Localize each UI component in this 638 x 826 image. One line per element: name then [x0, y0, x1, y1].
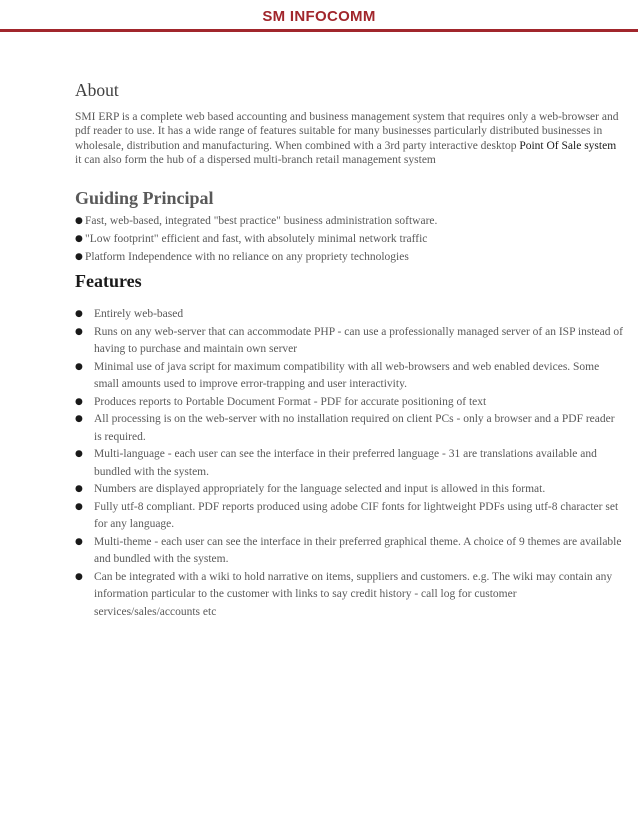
about-paragraph — [75, 110, 625, 167]
list-item-text: Runs on any web-server that can accommodate PHP - can use a professionally managed server of an ISP instead of having to purchase and maintain own server — [94, 325, 623, 356]
bullet-dot-icon: ● — [75, 309, 83, 320]
features-heading: Features — [75, 271, 142, 292]
list-item-text: Entirely web-based — [94, 308, 184, 321]
list-item-text: Platform Independence with no reliance on any propriety technologies — [85, 251, 409, 264]
list-item-text: Minimal use of java script for maximum compatibility with all web-browsers and web enabled devices. Some small amounts used to improve error-trapping and user interactivity. — [94, 360, 600, 391]
about-heading: About — [75, 80, 119, 100]
list-item-text: Fast, web-based, integrated "best practice" business administration software. — [85, 215, 438, 228]
guiding-principal-heading: Guiding Principal — [75, 188, 214, 209]
list-item — [75, 212, 625, 230]
list-item — [75, 411, 625, 446]
bullet-dot-icon: ● — [75, 449, 83, 460]
bullet-dot-icon: ● — [75, 216, 83, 227]
list-item — [75, 306, 625, 324]
header-divider — [0, 29, 638, 32]
page-header — [0, 8, 638, 26]
header-title: SM INFOCOMM — [262, 8, 376, 25]
list-item-text: Multi-language - each user can see the interface in their preferred language - 31 are translations available and bundled with the system. — [94, 448, 597, 478]
list-item — [75, 446, 625, 481]
list-item — [75, 324, 625, 359]
list-item-text: Can be integrated with a wiki to hold narrative on items, suppliers and customers. e.g. The wiki may contain any information particular to the customer with links to say credit history - call log for customer services/sales/accounts etc — [94, 570, 613, 618]
list-item-text: Multi-theme - each user can see the interface in their preferred graphical theme. A choice of 9 themes are available and bundled with the system. — [94, 535, 622, 566]
list-item — [75, 499, 625, 534]
about-text-part2: it can also form the hub of a dispersed multi-branch retail management system — [75, 153, 436, 166]
bullet-dot-icon: ● — [75, 326, 83, 337]
about-text-part1: SMI ERP is a complete web based accounting and business management system that requires only a web-browser and pdf reader to use. It has a wide range of features suitable for many businesses particularly distributed businesses in wholesale, distribution and manufacturing. When combined with a 3rd party interactive desktop — [75, 111, 619, 152]
list-item — [75, 248, 625, 266]
features-list — [75, 306, 625, 621]
bullet-dot-icon: ● — [75, 234, 83, 245]
bullet-dot-icon: ● — [75, 414, 83, 425]
list-item-text: Fully utf-8 compliant. PDF reports produced using adobe CIF fonts for lightweight PDFs using utf-8 character set for any language. — [94, 500, 619, 531]
list-item-text: Produces reports to Portable Document Format - PDF for accurate positioning of text — [94, 395, 487, 408]
guiding-principal-list — [75, 212, 625, 266]
bullet-dot-icon: ● — [75, 484, 83, 495]
list-item — [75, 359, 625, 394]
bullet-dot-icon: ● — [75, 396, 83, 407]
list-item — [75, 534, 625, 569]
list-item-text: Numbers are displayed appropriately for the language selected and input is allowed in this format. — [94, 483, 546, 496]
bullet-dot-icon: ● — [75, 571, 83, 582]
list-item — [75, 230, 625, 248]
bullet-dot-icon: ● — [75, 252, 83, 263]
bullet-dot-icon: ● — [75, 536, 83, 547]
document-body — [75, 80, 625, 621]
list-item — [75, 481, 625, 499]
list-item-text: "Low footprint" efficient and fast, with absolutely minimal network traffic — [85, 233, 428, 246]
bullet-dot-icon: ● — [75, 501, 83, 512]
bullet-dot-icon: ● — [75, 361, 83, 372]
list-item-text: All processing is on the web-server with no installation required on client PCs - only a browser and a PDF reader is required. — [94, 413, 615, 443]
list-item — [75, 569, 625, 622]
list-item — [75, 394, 625, 412]
point-of-sale-link[interactable]: Point Of Sale system — [519, 139, 617, 152]
